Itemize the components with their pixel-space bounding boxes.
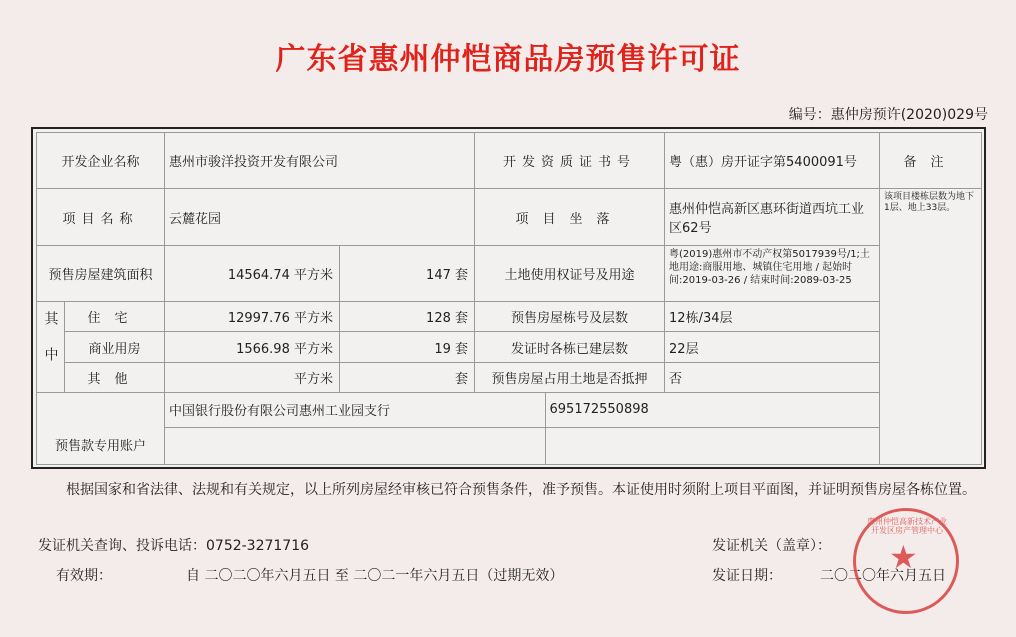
permit-table <box>36 132 982 465</box>
mortgage-value: 否 <box>665 363 880 393</box>
account-blank-cell <box>545 427 879 464</box>
building-label: 预售房屋栋号及层数 <box>475 302 665 332</box>
seal-text: 惠州仲恺高新技术产业开发区房产管理中心 <box>867 517 947 535</box>
residential-area-cell <box>165 302 340 332</box>
built-floors-label: 发证时各栋已建层数 <box>475 332 665 363</box>
approval-statement-text: 根据国家和省法律、法规和有关规定，以上所列房屋经审核已符合预售条件，准予预售。本证使用时须附上项目平面图，并证明预售房屋各栋位置。 <box>66 482 976 498</box>
residential-sets-cell <box>340 302 475 332</box>
document-title: 广东省惠州仲恺商品房预售许可证 <box>275 42 741 77</box>
location-value: 惠州仲恺高新区惠环街道西坑工业区62号 <box>665 189 880 246</box>
location-label: 项目坐落 <box>475 189 665 246</box>
commercial-area-unit: 平方米 <box>294 341 334 357</box>
building-value: 12栋/34层 <box>665 302 880 332</box>
qualification-label: 开发资质证书号 <box>475 133 665 189</box>
account-number-value: 695172550898 <box>545 393 879 427</box>
doc-number-label: 编号： <box>788 107 831 123</box>
official-seal <box>853 508 959 614</box>
commercial-sets-value: 19 <box>434 341 451 357</box>
project-name-label: 项目名称 <box>37 189 165 246</box>
approval-statement <box>38 478 998 503</box>
account-details <box>165 393 880 465</box>
presale-sets-unit: 套 <box>455 268 469 283</box>
other-label: 其他 <box>65 363 165 393</box>
inquiry-label: 发证机关查询、投诉电话： <box>38 538 206 554</box>
developer-label: 开发企业名称 <box>37 133 165 189</box>
developer-value: 惠州市骏洋投资开发有限公司 <box>165 133 475 189</box>
commercial-sets-unit: 套 <box>455 341 469 357</box>
residential-area-value: 12997.76 <box>227 311 290 326</box>
land-cert-value: 粤(2019)惠州市不动产权第5017939号/1;土地用途:商服用地、城镇住宅用地 / 起始时间:2019-03-26 / 结束时间:2089-03-25 <box>665 246 880 302</box>
residential-sets-unit: 套 <box>455 311 469 326</box>
presale-area-label: 预售房屋建筑面积 <box>37 246 165 302</box>
other-area-cell <box>165 363 340 393</box>
permit-table-frame <box>31 127 986 469</box>
presale-sets-value: 147 <box>426 268 451 283</box>
inquiry-line <box>38 535 309 555</box>
commercial-sets-cell <box>340 332 475 363</box>
mortgage-label: 预售房屋占用土地是否抵押 <box>475 363 665 393</box>
presale-area-unit: 平方米 <box>294 268 334 283</box>
presale-area-cell <box>165 246 340 302</box>
other-area-unit: 平方米 <box>294 372 334 387</box>
issue-date-label: 发证日期： <box>712 568 782 584</box>
inquiry-phone: 0752-3271716 <box>206 538 310 554</box>
bank-blank-cell <box>165 427 545 464</box>
remarks-label: 备注 <box>880 133 982 189</box>
star-icon: ★ <box>889 538 918 576</box>
document-number <box>789 104 988 124</box>
issue-date-value: 二〇二〇年六月五日 <box>820 568 946 584</box>
residential-area-unit: 平方米 <box>294 311 334 326</box>
built-floors-value: 22层 <box>665 332 880 363</box>
residential-sets-value: 128 <box>426 311 451 326</box>
presale-area-value: 14564.74 <box>227 268 290 283</box>
remarks-value: 该项目楼栋层数为地下1层、地上33层。 <box>880 189 982 465</box>
other-sets-unit: 套 <box>455 372 469 387</box>
land-cert-label: 土地使用权证号及用途 <box>475 246 665 302</box>
qualification-value: 粤（惠）房开证字第5400091号 <box>665 133 880 189</box>
issuer-label: 发证机关（盖章）： <box>712 538 831 554</box>
bank-value: 中国银行股份有限公司惠州工业园支行 <box>165 393 545 427</box>
commercial-area-cell <box>165 332 340 363</box>
commercial-area-value: 1566.98 <box>236 341 290 357</box>
validity-label: 有效期： <box>56 568 112 584</box>
commercial-label: 商业用房 <box>65 332 165 363</box>
account-label: 预售款专用账户 <box>37 393 165 465</box>
presale-sets-cell <box>340 246 475 302</box>
residential-label: 住宅 <box>65 302 165 332</box>
other-sets-cell <box>340 363 475 393</box>
doc-number-value: 惠仲房预许(2020)029号 <box>830 107 988 123</box>
project-name-value: 云麓花园 <box>165 189 475 246</box>
validity-value: 自 二〇二〇年六月五日 至 二〇二一年六月五日（过期无效） <box>186 568 564 584</box>
among-label: 其中 <box>37 302 65 393</box>
